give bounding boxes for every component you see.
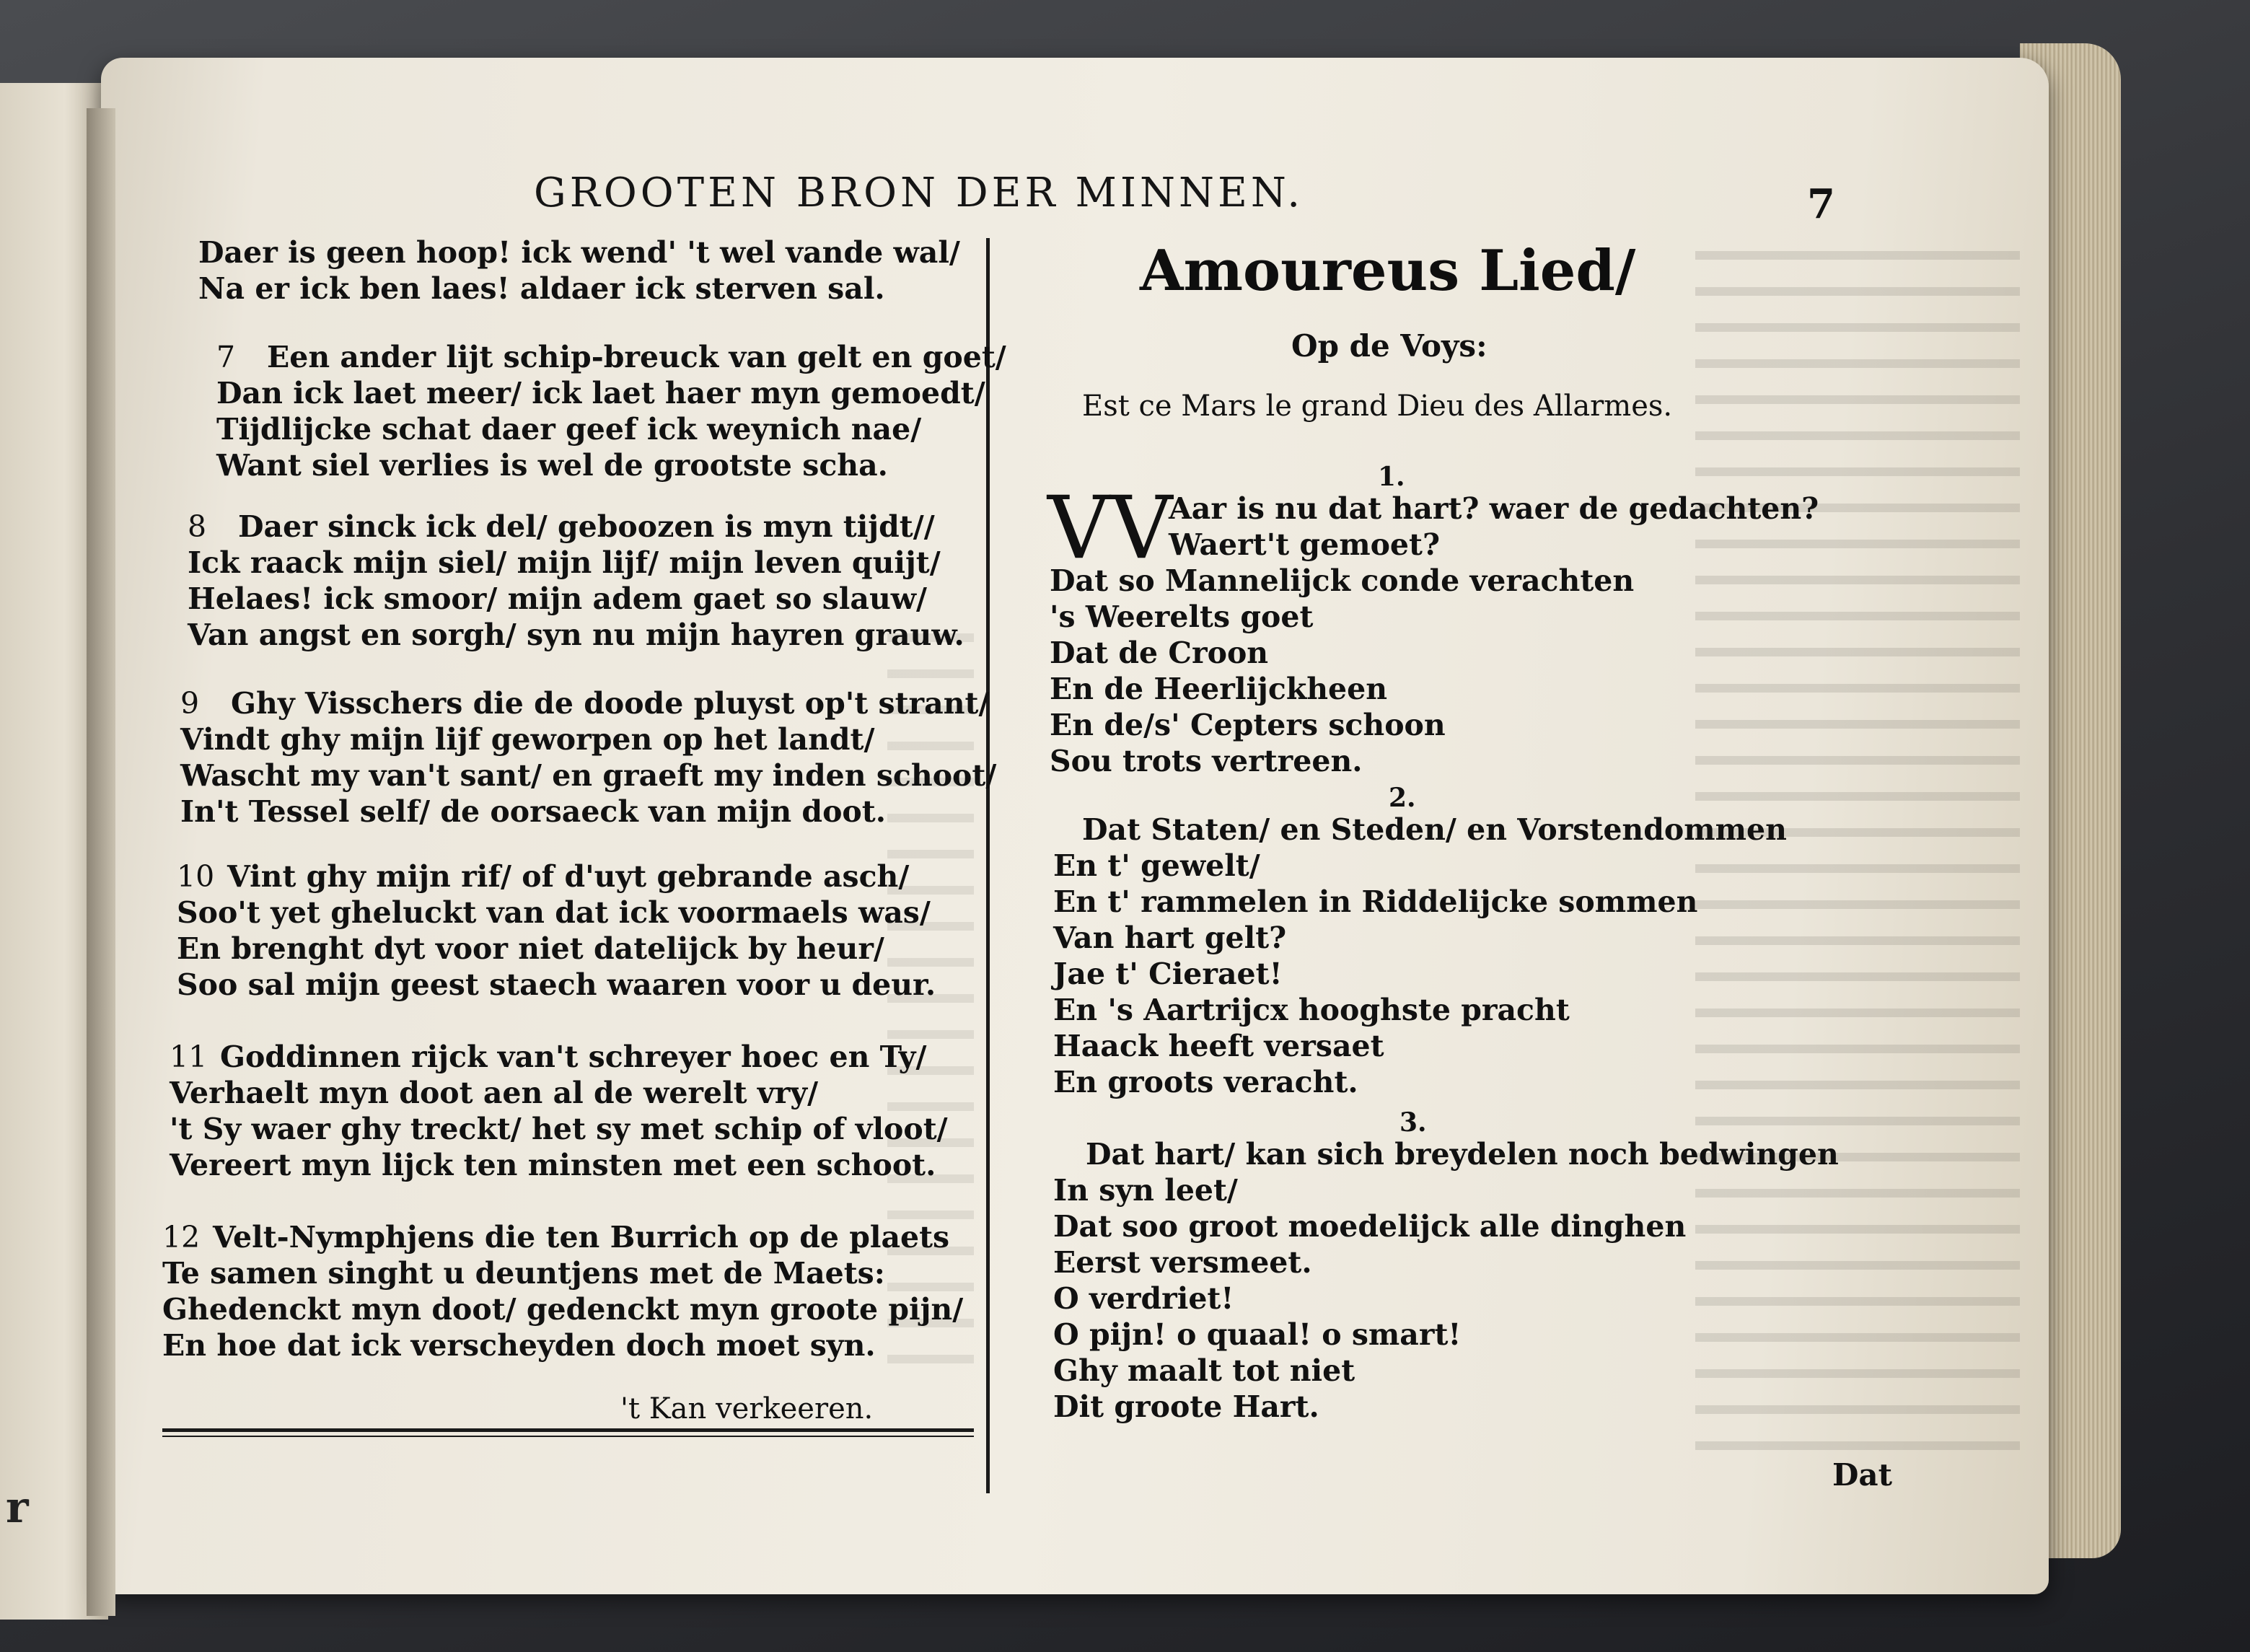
verse-line: En groots veracht. [1053, 1065, 1358, 1099]
verse-line: En hoe dat ick verscheyden doch moet syn. [162, 1328, 876, 1363]
verse-line: Van hart gelt? [1053, 921, 1287, 955]
verse-line: 8 Daer sinck ick del/ geboozen is myn tijdt// [188, 509, 935, 544]
stanza-number: 7 [216, 340, 236, 374]
stanza-r3 [1053, 1136, 1839, 1425]
drop-capital: VV [1047, 478, 1173, 579]
verse-line: Soo't yet gheluckt van dat ick voormaels was/ [177, 895, 931, 930]
stanza-number: 3. [1399, 1107, 1427, 1138]
facing-page-fragment: r [6, 1482, 29, 1533]
verse-line: Dan ick laet meer/ ick laet haer myn gemoedt/ [216, 376, 985, 410]
stanza-7 [216, 339, 1006, 483]
verse-line: 7 Een ander lijt schip-breuck van gelt en goet/ [216, 340, 1006, 374]
verse-line: Tijdlijcke schat daer geef ick weynich nae/ [216, 412, 922, 447]
motto: 't Kan verkeeren. [620, 1392, 874, 1425]
verse-line: 's Weerelts goet [1050, 599, 1314, 634]
end-rule [162, 1428, 974, 1432]
verse-line: Dat so Mannelijck conde verachten [1050, 563, 1635, 598]
stanza-10 [177, 858, 936, 1003]
verse-line: Want siel verlies is wel de grootste scha. [216, 448, 888, 483]
verse-line: Dat hart/ kan sich breydelen noch bedwingen [1086, 1137, 1839, 1172]
stanza-number: 12 [162, 1220, 201, 1255]
verse-line: In't Tessel self/ de oorsaeck van mijn doot. [180, 794, 886, 829]
stanza-number: 11 [170, 1040, 208, 1074]
song-title: Amoureus Lied/ [1140, 238, 1636, 304]
verse-line: Verhaelt myn doot aen al de werelt vry/ [170, 1076, 819, 1110]
verse-line: Waert't gemoet? [1169, 527, 1440, 562]
verse-line: Na er ick ben laes! aldaer ick sterven sal. [198, 271, 885, 306]
verse-line: En 's Aartrijcx hooghste pracht [1053, 993, 1570, 1027]
verse-line: 10 Vint ghy mijn rif/ of d'uyt gebrande asch/ [177, 859, 910, 894]
verse-line: Ick raack mijn siel/ mijn lijf/ mijn leven quijt/ [188, 545, 941, 580]
verse-line: En de/s' Cepters schoon [1050, 708, 1446, 742]
verse-line: Eerst versmeet. [1053, 1245, 1312, 1280]
running-header: GROOTEN BRON DER MINNEN. [534, 170, 1304, 216]
stanza-12 [162, 1219, 963, 1363]
verse-line: 12 Velt-Nymphjens die ten Burrich op de plaets [162, 1220, 950, 1255]
stanza-r1 [1050, 563, 1634, 779]
verse-line: En t' gewelt/ [1053, 848, 1260, 883]
stanza-8 [188, 509, 964, 653]
verse-line: Sou trots vertreen. [1050, 744, 1363, 778]
verse-line: In syn leet/ [1053, 1173, 1238, 1208]
catchword: Dat [1832, 1457, 1893, 1493]
stanza-number: 1. [1378, 462, 1405, 492]
verse-line: Jae t' Cieraet! [1053, 957, 1283, 991]
verse-line: Dat de Croon [1050, 636, 1269, 670]
verse-line: 11 Goddinnen rijck van't schreyer hoec en Ty/ [170, 1040, 927, 1074]
book-gutter [87, 108, 115, 1616]
verse-line: O pijn! o quaal! o smart! [1053, 1317, 1462, 1352]
verse-line: Te samen singht u deuntjens met de Maets: [162, 1256, 885, 1291]
verse-line: Helaes! ick smoor/ mijn adem gaet so slauw/ [188, 581, 928, 616]
verse-line: Vindt ghy mijn lijf geworpen op het landt/ [180, 722, 875, 757]
verse-line: Dit groote Hart. [1053, 1389, 1319, 1424]
verse-line: En de Heerlijckheen [1050, 672, 1388, 706]
verse-line: Aar is nu dat hart? waer de gedachten? [1169, 491, 1819, 526]
stanza-r2 [1053, 812, 1787, 1100]
end-rule-thin [162, 1436, 974, 1437]
verse-line: Vereert myn lijck ten minsten met een schoot. [170, 1148, 936, 1182]
verse-line: En brenght dyt voor niet datelijck by heur/ [177, 931, 884, 966]
stanza-11 [170, 1039, 948, 1183]
verse-line: Dat Staten/ en Steden/ en Vorstendommen [1082, 812, 1787, 847]
verse-line: 't Sy waer ghy treckt/ het sy met schip of vloot/ [170, 1112, 948, 1146]
verse-line: Haack heeft versaet [1053, 1029, 1384, 1063]
verse-line: Daer is geen hoop! ick wend' 't wel vande wal/ [198, 235, 960, 270]
verse-line: Ghedenckt myn doot/ gedenckt myn groote pijn/ [162, 1292, 964, 1327]
song-subtitle: Op de Voys: [1291, 328, 1487, 364]
verse-line: Ghy maalt tot niet [1053, 1353, 1355, 1388]
page-number: 7 [1807, 180, 1835, 228]
verse-line: 9 Ghy Visschers die de doode pluyst op't strant/ [180, 686, 990, 721]
tune-name: Est ce Mars le grand Dieu des Allarmes. [1082, 390, 1673, 423]
verse-line: Wascht my van't sant/ en graeft my inden schoot/ [180, 758, 997, 793]
stanza-number: 8 [188, 509, 207, 544]
verse-line: Van angst en sorgh/ syn nu mijn hayren grauw. [188, 618, 964, 652]
verse-line: En t' rammelen in Riddelijcke sommen [1053, 884, 1698, 919]
stanza-number: 9 [180, 686, 200, 721]
verse-line: Dat soo groot moedelijck alle dinghen [1053, 1209, 1687, 1244]
stanza-r1-opening [1169, 491, 1819, 563]
stanza-9 [180, 685, 996, 830]
stanza-number: 2. [1389, 783, 1416, 813]
verse-line: Soo sal mijn geest staech waaren voor u deur. [177, 967, 936, 1002]
verse-line: O verdriet! [1053, 1281, 1234, 1316]
left-intro [198, 234, 960, 307]
stanza-number: 10 [177, 859, 215, 894]
